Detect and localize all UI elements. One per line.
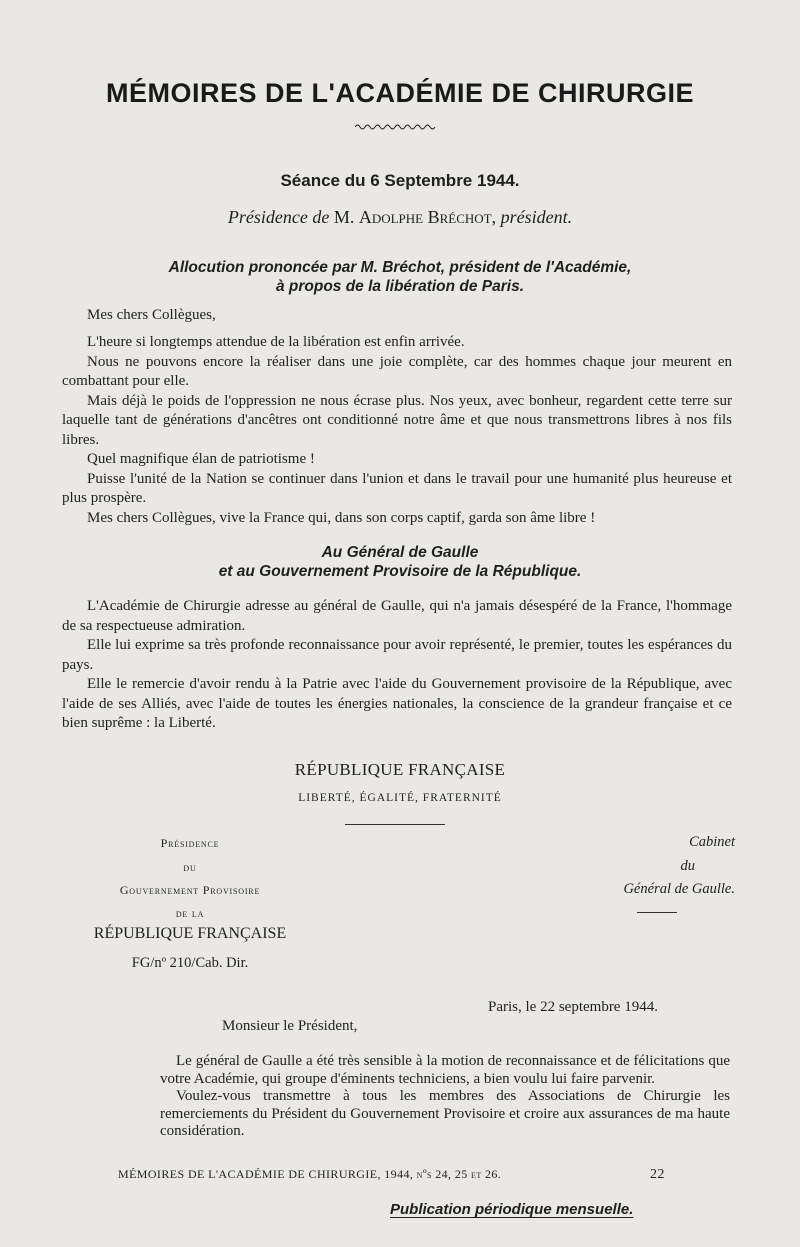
address-heading-line1: Au Général de Gaulle [321,544,479,561]
allocution-paragraph: Nous ne pouvons encore la réaliser dans une joie complète, car des hommes chaque jour meurent en combattant pour elle. [62,353,732,389]
allocution-heading-line2: à propos de la libération de Paris. [275,278,525,295]
address-paragraph: Elle lui exprime sa très profonde reconnaissance pour avoir représenté, le premier, toutes les espérances du pays. [62,637,732,673]
letterhead-left-line4: de la [175,906,205,920]
allocution-paragraph: Mes chers Collègues, vive la France qui, dans son corps captif, garda son âme libre ! [87,509,596,526]
allocution-paragraph: Puisse l'unité de la Nation se continuer dans l'union et dans le travail pour une humanité plus heureuse et plus prospère. [62,470,732,506]
letterhead-divider [345,824,445,825]
address-heading [60,543,740,581]
letterhead-left-line3: Gouvernement Provisoire [119,883,261,897]
allocution-paragraph: L'heure si longtemps attendue de la libération est enfin arrivée. [87,334,465,350]
session-title: Séance du 6 Septembre 1944. [280,171,520,190]
address-paragraph: Elle le remercie d'avoir rendu à la Patrie avec l'aide du Gouvernement provisoire de la République, avec l'aide de ses Alliés, avec l'aide de toutes les énergies nationales, la conscience de la grandeur française et ce bien suprême : la Liberté. [62,676,732,731]
letterhead-left-line2: du [183,860,197,874]
presidency-honorific: M. [333,207,355,227]
address-body [62,597,732,734]
letterhead-reference: FG/nº 210/Cab. Dir. [131,955,249,971]
letterhead-right-line2: du [680,858,695,874]
presidency-prefix: Présidence de [227,207,330,227]
allocution-heading-line1: Allocution prononcée par M. Bréchot, président de l'Académie, [168,259,632,276]
footer-citation-line [118,1167,665,1182]
letterhead-left-line5: RÉPUBLIQUE FRANÇAISE [93,925,287,942]
address-paragraph: L'Académie de Chirurgie adresse au général de Gaulle, qui n'a jamais désespéré de la France, l'hommage de sa respectueuse admiration. [62,598,732,634]
publication-note: Publication périodique mensuelle. [390,1201,634,1218]
allocution-body [62,333,732,528]
letterhead-right-line3: Général de Gaulle. [623,881,735,897]
letterhead-right-line1: Cabinet [689,834,735,850]
allocution-paragraph: Quel magnifique élan de patriotisme ! [87,451,315,467]
letter-salutation: Monsieur le Président, [222,1018,358,1034]
letterhead-right-block [560,834,735,914]
wavy-rule-ornament [355,122,437,132]
letterhead-title: RÉPUBLIQUE FRANÇAISE [294,760,506,779]
letterhead-motto: LIBERTÉ, ÉGALITÉ, FRATERNITÉ [298,792,502,804]
right-block-divider [637,912,677,913]
letter-paragraph: Le général de Gaulle a été très sensible à la motion de reconnaissance et de félicitations que votre Académie, qui groupe d'éminents techniciens, a bien voulu lui faire parvenir. [160,1053,730,1087]
address-heading-line2: et au Gouvernement Provisoire de la République. [218,563,582,580]
letter-body [160,1053,730,1141]
letterhead-left-line1: Présidence [160,836,220,850]
page-number: 22 [650,1167,665,1182]
presidency-role: président. [500,207,573,227]
letterhead-left-block [40,836,340,976]
allocution-salutation: Mes chers Collègues, [87,307,216,323]
letter-date: Paris, le 22 septembre 1944. [488,999,658,1015]
allocution-paragraph: Mais déjà le poids de l'oppression ne nous écrase plus. Nos yeux, avec bonheur, regardent cette terre sur laquelle tant de générations d'ancêtres ont conditionné notre âme et que nous transmettrons libres à nos fils libres. [62,392,732,448]
journal-title: MÉMOIRES DE L'ACADÉMIE DE CHIRURGIE [106,78,694,108]
letter-paragraph: Voulez-vous transmettre à tous les membres des Associations de Chirurgie les remerciements du Président du Gouvernement Provisoire et croire aux assurances de ma haute considération. [160,1088,730,1139]
president-name: Adolphe Bréchot, [358,207,497,227]
footer-citation: MÉMOIRES DE L'ACADÉMIE DE CHIRURGIE, 1944, nºs 24, 25 et 26. [118,1167,502,1181]
allocution-heading [60,258,740,296]
presidency-line [0,207,800,228]
